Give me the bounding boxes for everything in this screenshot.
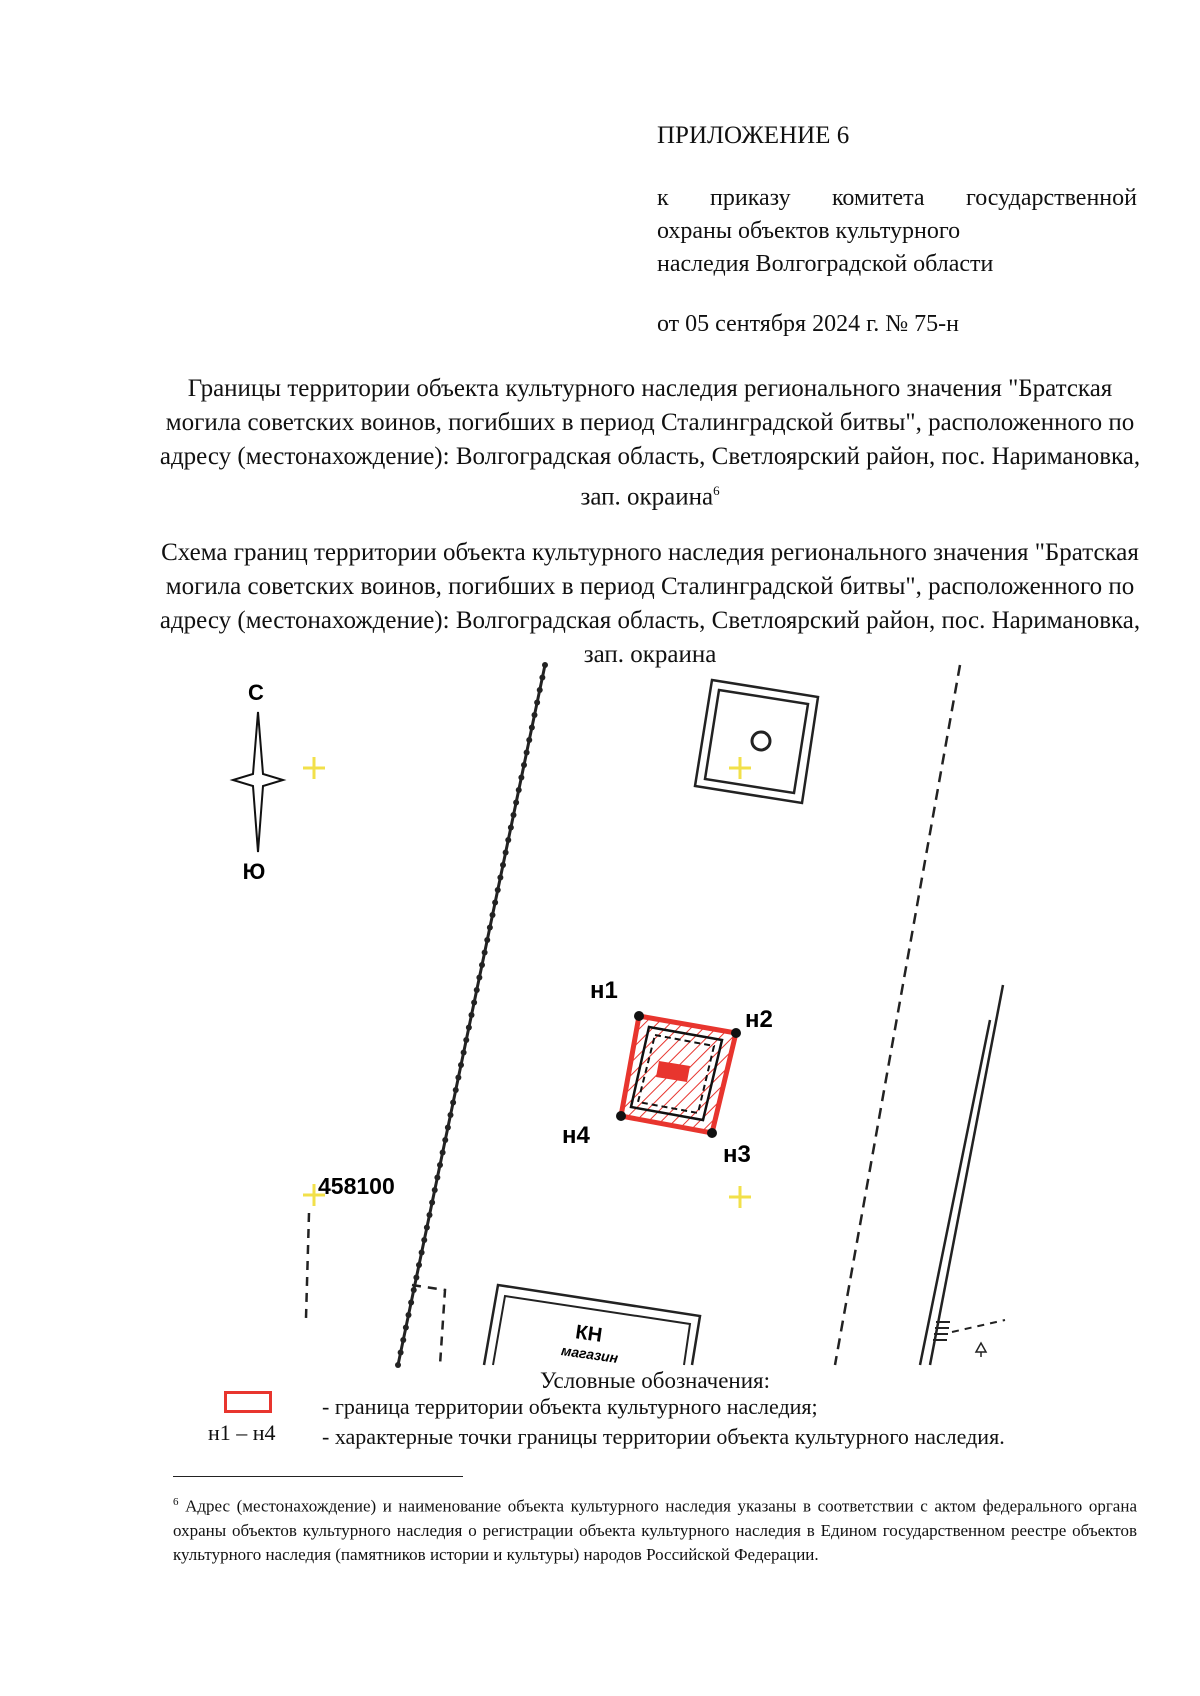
compass-south-label: Ю xyxy=(242,859,266,884)
legend-points-description: - характерные точки границы территории объекта культурного наследия. xyxy=(322,1424,1005,1449)
fence-dot xyxy=(395,1362,401,1368)
fence-dot xyxy=(513,800,519,806)
fence-dot xyxy=(532,712,538,718)
fence-dot xyxy=(482,950,488,956)
coordinate-label: 458100 xyxy=(318,1173,395,1199)
fence-dot xyxy=(411,1287,417,1293)
fence-dot xyxy=(516,787,522,793)
fence-dot xyxy=(458,1062,464,1068)
grid-marks xyxy=(303,757,751,1208)
point-label-n4: н4 xyxy=(562,1122,590,1149)
fence-dot xyxy=(476,975,482,981)
fence-dot xyxy=(490,912,496,918)
legend-title: Условные обозначения: xyxy=(539,1368,771,1393)
building-top xyxy=(695,680,818,803)
point-n2 xyxy=(731,1028,741,1038)
footnote-text: Адрес (местонахождение) и наименование объекта культурного наследия указаны в соответствии с актом федерального органа охраны объектов культурного наследия о регистрации объекта культурного наследия в Едином государственном реестре объектов культурного наследия (памятников истории и культуры) народов Российской Федерации. xyxy=(173,1496,1137,1564)
point-label-n2: н2 xyxy=(745,1006,773,1033)
fence-dot xyxy=(427,1212,433,1218)
order-reference-line-2: охраны объектов культурного xyxy=(657,218,961,244)
grid-mark xyxy=(729,757,751,779)
circle-symbol-icon xyxy=(752,732,770,750)
heritage-boundary xyxy=(621,1016,736,1133)
fence-dot xyxy=(495,887,501,893)
fence-dot xyxy=(424,1225,430,1231)
order-date: от 05 сентября 2024 г. № 75-н xyxy=(657,311,959,337)
building-name-label: магазин xyxy=(560,1342,620,1366)
fence-dot xyxy=(408,1300,414,1306)
point-n3 xyxy=(707,1128,717,1138)
heading-text: Границы территории объекта культурного наследия регионального значения "Братская могила советских воинов, погибших в период Сталинградской битвы", расположенного по адресу (местонахождение): Волгоградская область, Светлоярский район, пос. Наримановка, зап. окраина xyxy=(159,375,1141,511)
fence-dot xyxy=(508,825,514,831)
fence-dot xyxy=(505,837,511,843)
fence-dot xyxy=(448,1112,454,1118)
fence-dot xyxy=(511,812,517,818)
grid-mark xyxy=(729,1186,751,1208)
fence-dot xyxy=(503,850,509,856)
building-code-label: КН xyxy=(574,1321,604,1347)
fence-dot xyxy=(440,1150,446,1156)
legend-boundary-description: - граница территории объекта культурного наследия; xyxy=(322,1394,818,1419)
point-label-n3: н3 xyxy=(723,1141,751,1168)
fence-dot xyxy=(461,1050,467,1056)
fence-dot xyxy=(406,1312,412,1318)
fence-dot xyxy=(529,725,535,731)
order-reference-line-1: к приказу комитета государственной xyxy=(657,185,1137,211)
fence-dot xyxy=(398,1350,404,1356)
fence-dot xyxy=(445,1125,451,1131)
fence-dot xyxy=(474,987,480,993)
fence-dot xyxy=(537,687,543,693)
fence-dot xyxy=(463,1037,469,1043)
fence-dot xyxy=(542,662,548,668)
scheme-heading: Схема границ территории объекта культурного наследия регионального значения "Братская могила советских воинов, погибших в период Сталинградской битвы", расположенного по адресу (местонахождение): Волгоградская область, Светлоярский район, пос. Наримановка, зап. окраина xyxy=(159,539,1141,668)
fence-dot xyxy=(455,1075,461,1081)
fence-dot xyxy=(416,1262,422,1268)
fence-dot xyxy=(518,775,524,781)
fence-dot xyxy=(487,925,493,931)
fence-dot xyxy=(492,900,498,906)
fence-dot xyxy=(421,1237,427,1243)
point-label-n1: н1 xyxy=(590,977,618,1004)
tree-icon xyxy=(976,1343,986,1357)
point-n1 xyxy=(634,1011,644,1021)
fence-dot xyxy=(453,1087,459,1093)
footnote-divider xyxy=(173,1476,463,1477)
fence-dot xyxy=(466,1025,472,1031)
order-reference-line-3: наследия Волгоградской области xyxy=(657,251,994,277)
appendix-title: ПРИЛОЖЕНИЕ 6 xyxy=(657,122,850,149)
grid-mark xyxy=(303,757,325,779)
fence-dot xyxy=(450,1100,456,1106)
footnote-mark: 6 xyxy=(173,1496,179,1508)
compass-north-label: С xyxy=(248,680,264,705)
fence-line xyxy=(395,662,548,1368)
fence-dot xyxy=(432,1187,438,1193)
fence-dot xyxy=(419,1250,425,1256)
fence-dot xyxy=(442,1137,448,1143)
fence-dot xyxy=(479,962,485,968)
heading-footnote-mark: 6 xyxy=(713,483,720,498)
road-lines xyxy=(920,985,1003,1365)
legend-boundary-swatch xyxy=(224,1391,272,1413)
fence-dot xyxy=(497,875,503,881)
point-n4 xyxy=(616,1111,626,1121)
fence-dot xyxy=(484,937,490,943)
fence-dot xyxy=(469,1012,475,1018)
fence-dot xyxy=(429,1200,435,1206)
fence-dot xyxy=(413,1275,419,1281)
fence-dot xyxy=(400,1337,406,1343)
fence-dot xyxy=(539,675,545,681)
fence-dot xyxy=(403,1325,409,1331)
fence-dot xyxy=(434,1175,440,1181)
fence-dot xyxy=(437,1162,443,1168)
fence-dot xyxy=(521,762,527,768)
fence-dot xyxy=(534,700,540,706)
fence-dot xyxy=(526,737,532,743)
legend-points-label: н1 – н4 xyxy=(208,1420,276,1445)
fence-dot xyxy=(471,1000,477,1006)
compass-icon xyxy=(233,712,283,852)
fence-dot xyxy=(524,750,530,756)
footnote xyxy=(173,1490,1137,1567)
fence-dot xyxy=(500,862,506,868)
